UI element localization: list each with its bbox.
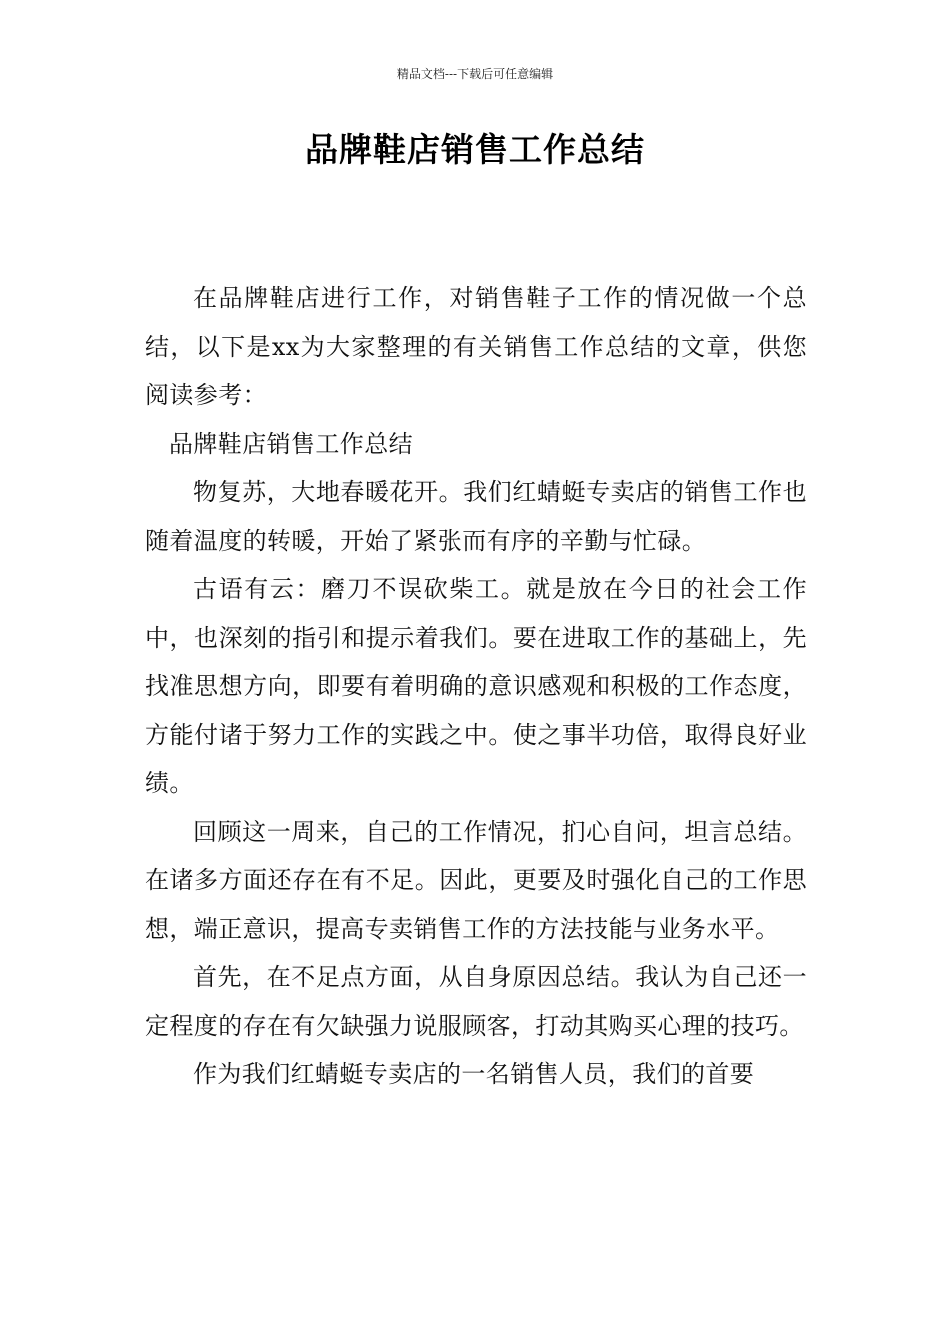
section-heading: 品牌鞋店销售工作总结 <box>169 429 413 458</box>
body-paragraph: 古语有云：磨刀不误砍柴工。就是放在今日的社会工作中，也深刻的指引和提示着我们。要在进取工作的基础上，先找准思想方向，即要有着明确的意识感观和积极的工作态度，方能付诸于努力工作的实践之中。使之事半功倍，取得良好业绩。 <box>145 575 807 797</box>
header-note: 精品文档---下载后可任意编辑 <box>396 67 554 81</box>
document-body <box>145 274 807 1099</box>
body-paragraph: 回顾这一周来，自己的工作情况，扪心自问，坦言总结。在诸多方面还存在有不足。因此，更要及时强化自己的工作思想，端正意识，提高专卖销售工作的方法技能与业务水平。 <box>145 817 807 943</box>
intro-paragraph: 在品牌鞋店进行工作，对销售鞋子工作的情况做一个总结，以下是xx为大家整理的有关销售工作总结的文章，供您阅读参考： <box>145 284 807 409</box>
body-paragraph: 首先，在不足点方面，从自身原因总结。我认为自己还一定程度的存在有欠缺强力说服顾客，打动其购买心理的技巧。 <box>145 963 807 1040</box>
document-title: 品牌鞋店销售工作总结 <box>305 130 645 169</box>
body-paragraph: 物复苏，大地春暖花开。我们红蜻蜓专卖店的销售工作也随着温度的转暖，开始了紧张而有序的辛勤与忙碌。 <box>145 478 807 555</box>
body-paragraph: 作为我们红蜻蜓专卖店的一名销售人员，我们的首要 <box>193 1060 755 1088</box>
